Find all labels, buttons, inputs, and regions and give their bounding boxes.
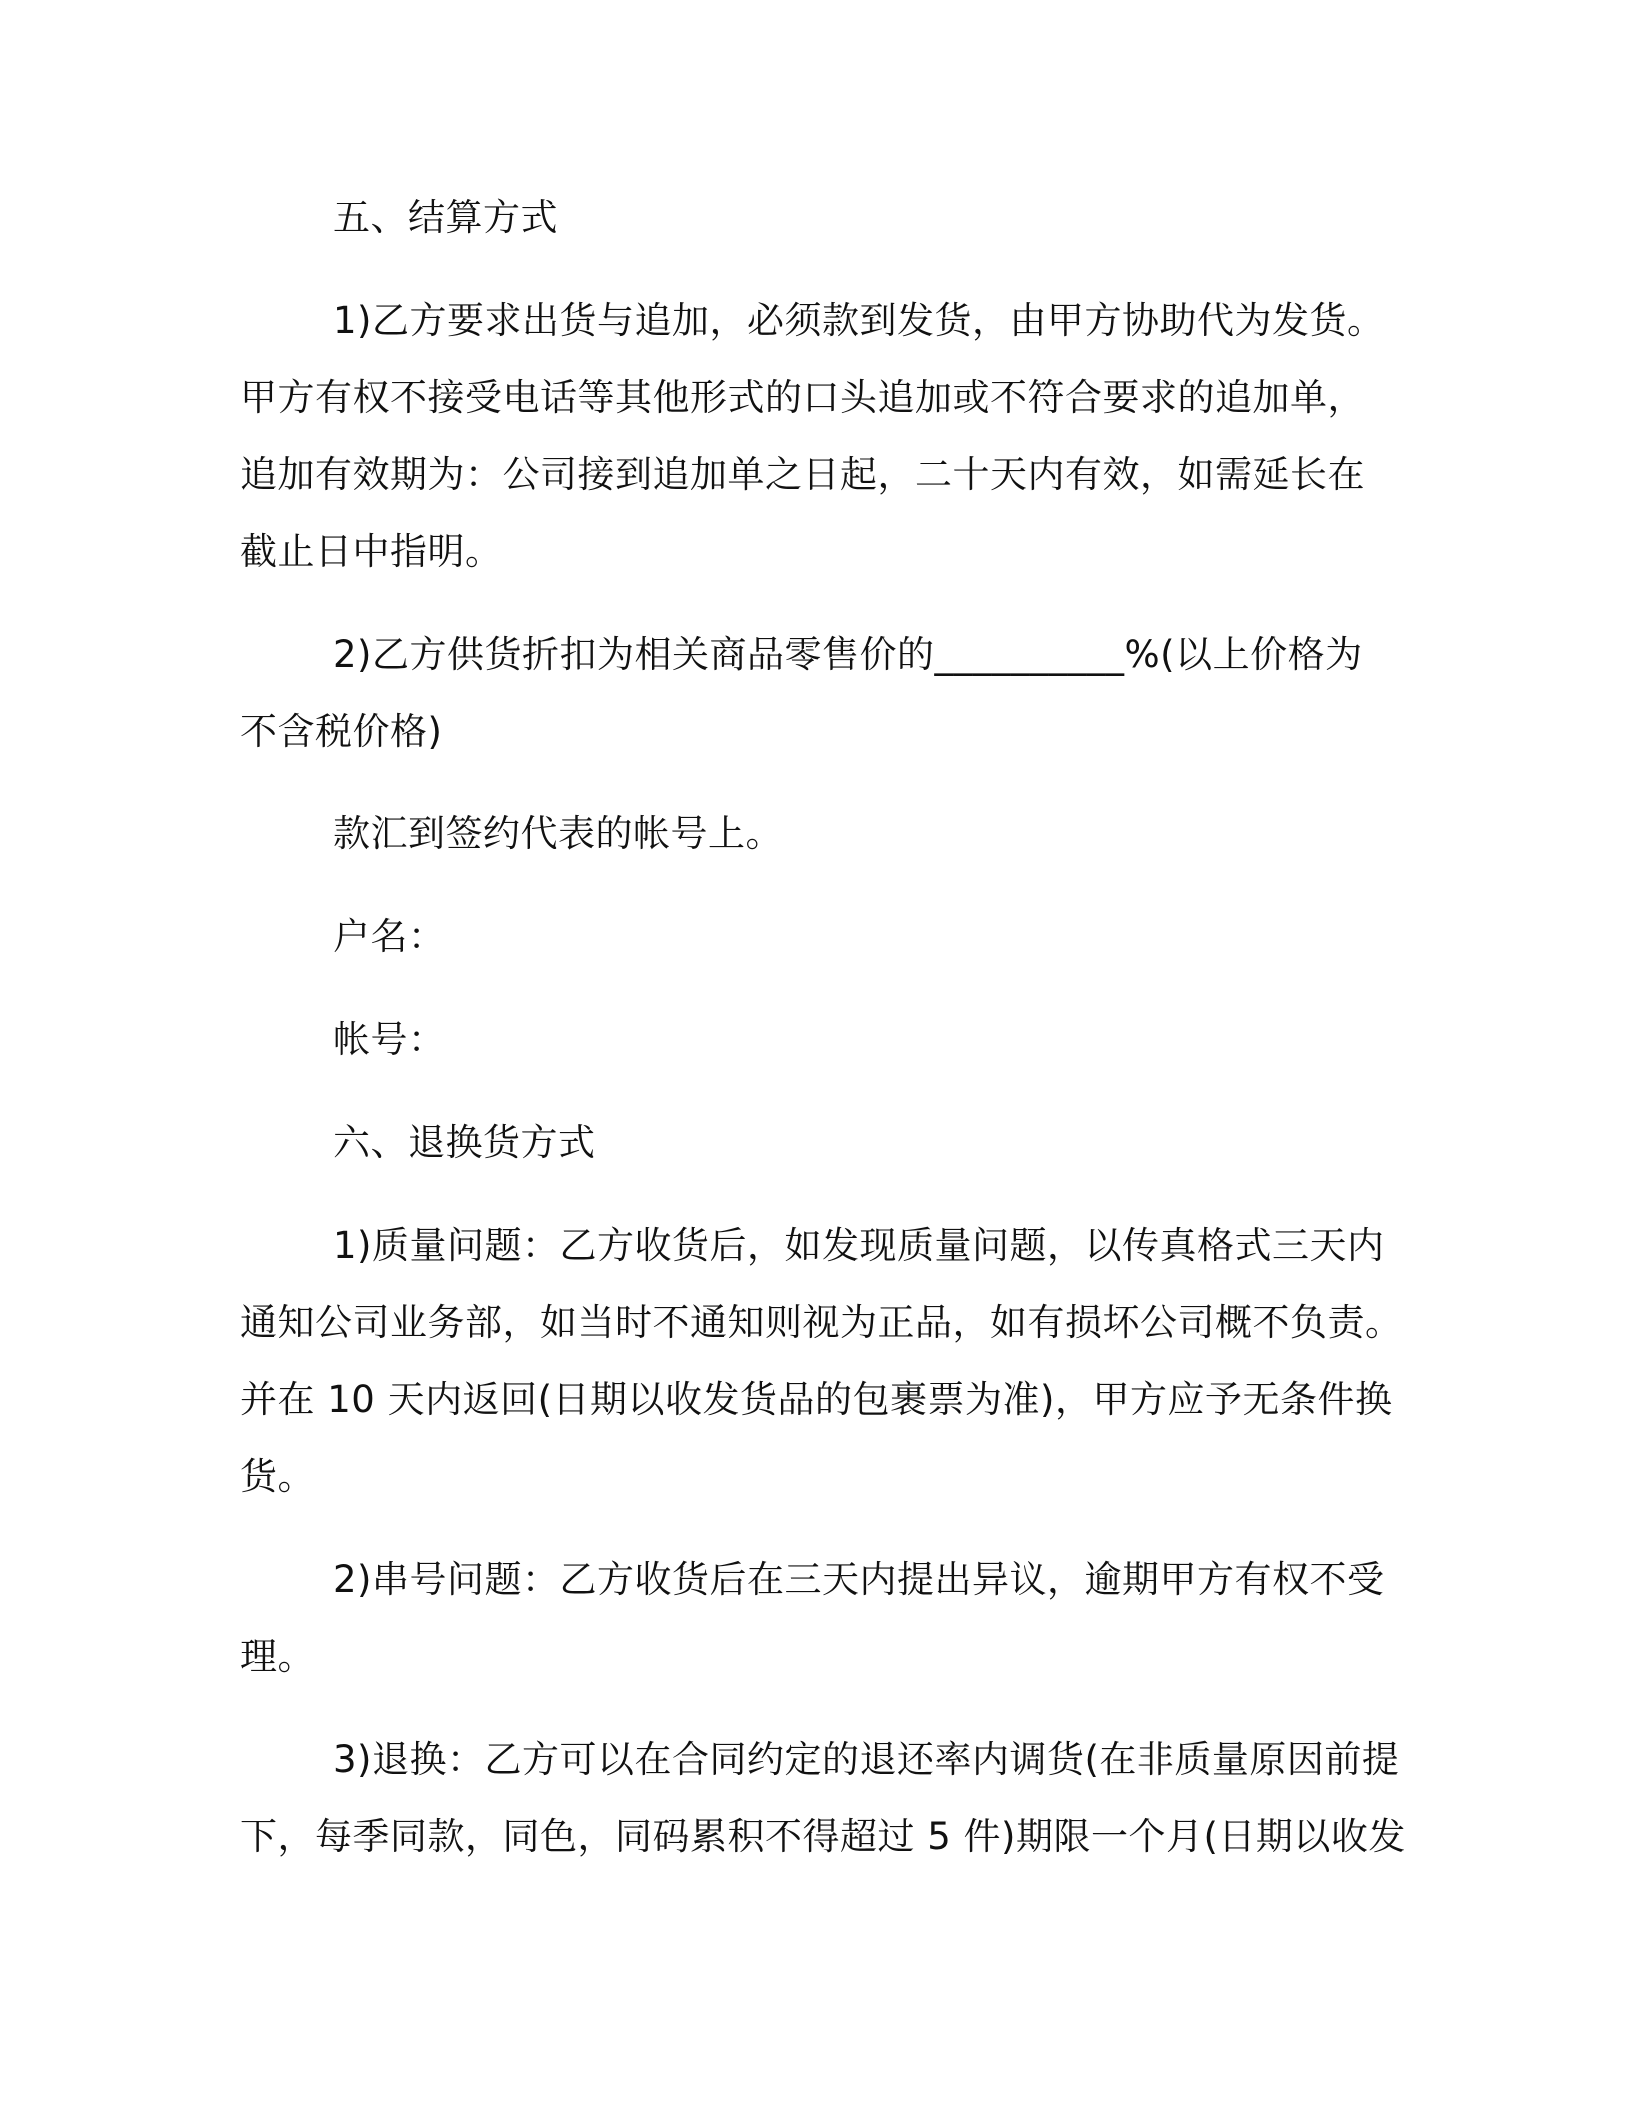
- section-5-para-1-line-1: 1)乙方要求出货与追加，必须款到发货，由甲方协助代为发货。: [333, 299, 1385, 342]
- section-5-para-2-line-1: 2)乙方供货折扣为相关商品零售价的__________%(以上价格为: [333, 633, 1363, 676]
- section-5-para-1-line-4: 截止日中指明。: [240, 530, 503, 573]
- section-6-para-1-line-1: 1)质量问题：乙方收货后，如发现质量问题，以传真格式三天内: [333, 1224, 1385, 1267]
- section-6-heading: 六、退换货方式: [333, 1121, 596, 1164]
- section-5-heading: 五、结算方式: [333, 196, 558, 239]
- section-6-para-3-line-2: 下，每季同款，同色，同码累积不得超过 5 件)期限一个月(日期以收发: [240, 1815, 1406, 1858]
- account-number-label: 帐号：: [333, 1018, 446, 1061]
- section-5-para-1-line-3: 追加有效期为：公司接到追加单之日起，二十天内有效，如需延长在: [240, 453, 1365, 496]
- section-6-para-3-line-1: 3)退换：乙方可以在合同约定的退还率内调货(在非质量原因前提: [333, 1738, 1400, 1781]
- section-5-para-2-line-2: 不含税价格): [240, 710, 443, 753]
- section-6-para-2-line-1: 2)串号问题：乙方收货后在三天内提出异议，逾期甲方有权不受: [333, 1558, 1385, 1601]
- section-6-para-2-line-2: 理。: [240, 1635, 315, 1678]
- section-6-para-1-line-2: 通知公司业务部，如当时不通知则视为正品，如有损坏公司概不负责。: [240, 1301, 1403, 1344]
- payment-note: 款汇到签约代表的帐号上。: [333, 812, 783, 855]
- section-6-para-1-line-4: 货。: [240, 1455, 315, 1498]
- account-name-label: 户名：: [333, 915, 446, 958]
- section-6-para-1-line-3: 并在 10 天内返回(日期以收发货品的包裹票为准)，甲方应予无条件换: [240, 1378, 1393, 1421]
- section-5-para-1-line-2: 甲方有权不接受电话等其他形式的口头追加或不符合要求的追加单，: [240, 376, 1365, 419]
